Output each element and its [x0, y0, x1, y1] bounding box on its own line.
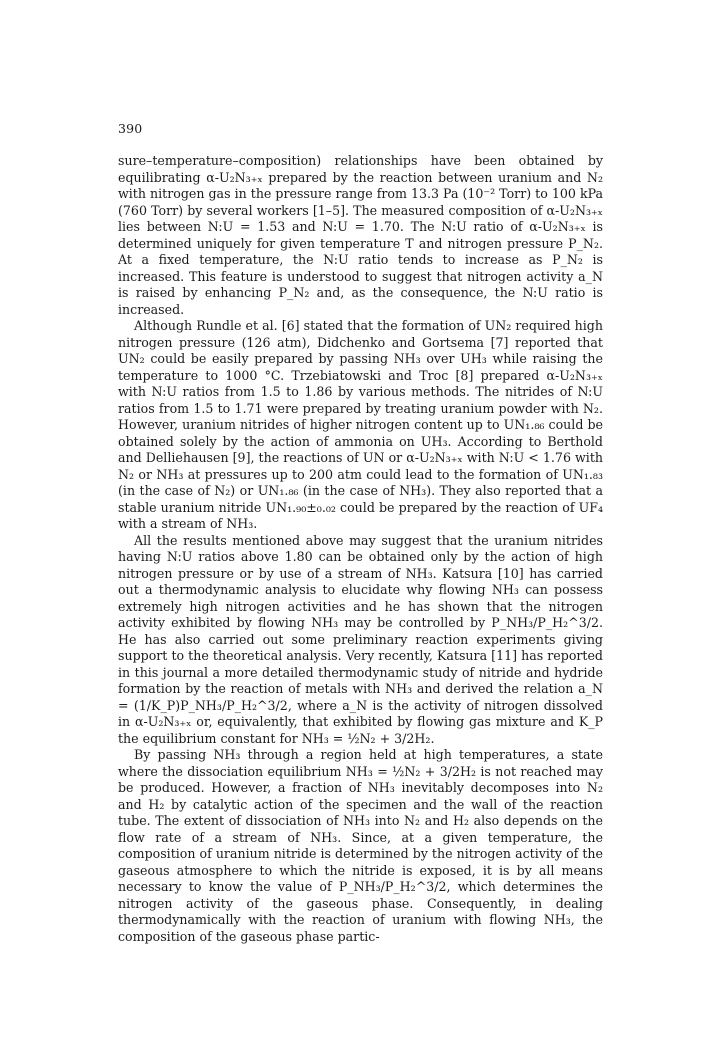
- paragraph-2: Although Rundle et al. [6] stated that the formation of UN₂ required high nitrogen pressure (126 atm), Didchenko and Gortsema [7] reported that UN₂ could be easily prepared by passing NH₃ over UH₃ while raising the temperature to 1000 °C. Trzebiatowski and Troc [8] prepared α-U₂N₃₊ₓ with N:U ratios from 1.5 to 1.86 by various methods. The nitrides of N:U ratios from 1.5 to 1.71 were prepared by treating uranium powder with N₂. However, uranium nitrides of higher nitrogen content up to UN₁.₈₆ could be obtained solely by the action of ammonia on UH₃. According to Berthold and Delliehausen [9], the reactions of UN or α-U₂N₃₊ₓ with N:U < 1.76 with N₂ or NH₃ at pressures up to 200 atm could lead to the formation of UN₁.₈₃ (in the case of N₂) or UN₁.₈₆ (in the case of NH₃). They also reported that a stable uranium nitride UN₁.₉₀±₀.₀₂ could be prepared by the reaction of UF₄ with a stream of NH₃.: [118, 318, 603, 531]
- body-text: [118, 153, 603, 945]
- paragraph-4: By passing NH₃ through a region held at high temperatures, a state where the dissociation equilibrium NH₃ = ½N₂ + 3/2H₂ is not reached may be produced. However, a fraction of NH₃ inevitably decomposes into N₂ and H₂ by catalytic action of the specimen and the wall of the reaction tube. The extent of dissociation of NH₃ into N₂ and H₂ also depends on the flow rate of a stream of NH₃. Since, at a given temperature, the composition of uranium nitride is determined by the nitrogen activity of the gaseous atmosphere to which the nitride is exposed, it is by all means necessary to know the value of P_NH₃/P_H₂^3/2, which determines the nitrogen activity of the gaseous phase. Consequently, in dealing thermodynamically with the reaction of uranium with flowing NH₃, the composition of the gaseous phase partic-: [118, 747, 603, 944]
- paragraph-3: All the results mentioned above may suggest that the uranium nitrides having N:U ratios above 1.80 can be obtained only by the action of high nitrogen pressure or by use of a stream of NH₃. Katsura [10] has carried out a thermodynamic analysis to elucidate why flowing NH₃ can possess extremely high nitrogen activities and he has shown that the nitrogen activity exhibited by flowing NH₃ may be controlled by P_NH₃/P_H₂^3/2. He has also carried out some preliminary reaction experiments giving support to the theoretical analysis. Very recently, Katsura [11] has reported in this journal a more detailed thermodynamic study of nitride and hydride formation by the reaction of metals with NH₃ and derived the relation a_N = (1/K_P)P_NH₃/P_H₂^3/2, where a_N is the activity of nitrogen dissolved in α-U₂N₃₊ₓ or, equivalently, that exhibited by flowing gas mixture and K_P the equilibrium constant for NH₃ = ½N₂ + 3/2H₂.: [118, 532, 603, 746]
- page-number: 390: [118, 121, 143, 136]
- paragraph-1: sure–temperature–composition) relationships have been obtained by equilibrating α-U₂N₃₊ₓ prepared by the reaction between uranium and N₂ with nitrogen gas in the pressure range from 13.3 Pa (10⁻² Torr) to 100 kPa (760 Torr) by several workers [1–5]. The measured composition of α-U₂N₃₊ₓ lies between N:U = 1.53 and N:U = 1.70. The N:U ratio of α-U₂N₃₊ₓ is determined uniquely for given temperature T and nitrogen pressure P_N₂. At a fixed temperature, the N:U ratio tends to increase as P_N₂ is increased. This feature is understood to suggest that nitrogen activity a_N is raised by enhancing P_N₂ and, as the consequence, the N:U ratio is increased.: [118, 153, 603, 317]
